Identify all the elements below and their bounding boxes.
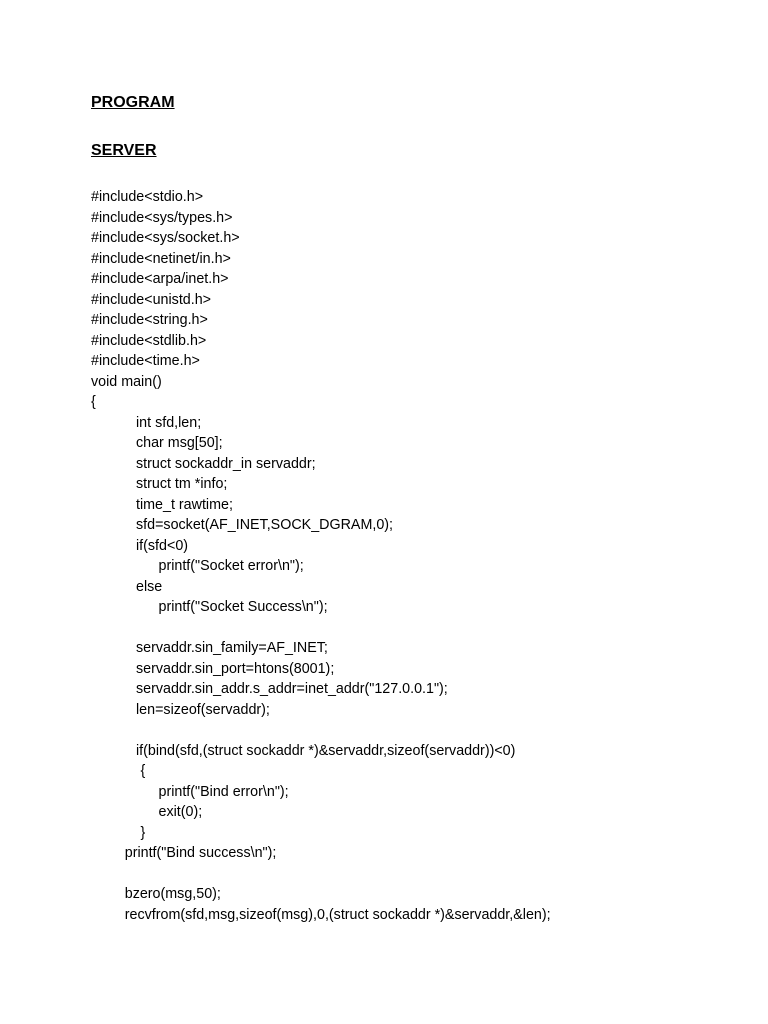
code-line: bzero(msg,50); xyxy=(124,886,221,902)
code-line xyxy=(91,720,551,741)
code-line: servaddr.sin_port=htons(8001); xyxy=(136,660,335,677)
code-line: printf("Bind success\n"); xyxy=(124,845,277,861)
code-line: exit(0); xyxy=(158,804,203,820)
code-line: } xyxy=(140,824,146,841)
code-line: sfd=socket(AF_INET,SOCK_DGRAM,0); xyxy=(136,517,394,533)
code-line: else xyxy=(136,578,163,595)
code-line: if(bind(sfd,(struct sockaddr *)&servaddr,sizeof(servaddr))<0) xyxy=(136,742,516,759)
code-line: printf("Socket error\n"); xyxy=(158,558,304,574)
code-line: len=sizeof(servaddr); xyxy=(136,701,270,718)
code-line: #include<arpa/inet.h> xyxy=(91,271,229,287)
code-line: #include<sys/socket.h> xyxy=(91,230,240,246)
code-line: if(sfd<0) xyxy=(136,537,189,554)
code-line: servaddr.sin_family=AF_INET; xyxy=(136,640,328,656)
code-line: struct tm *info; xyxy=(136,476,228,492)
code-line: printf("Socket Success\n"); xyxy=(158,599,328,615)
code-line: #include<string.h> xyxy=(91,312,208,328)
heading-program: PROGRAM xyxy=(91,94,175,111)
code-line: #include<stdlib.h> xyxy=(91,332,207,349)
code-line: servaddr.sin_addr.s_addr=inet_addr("127.0.0.1"); xyxy=(136,681,448,697)
code-line: printf("Bind error\n"); xyxy=(158,783,289,800)
code-line xyxy=(91,618,551,639)
heading-server: SERVER xyxy=(91,142,157,159)
code-line: { xyxy=(91,394,96,410)
code-line: char msg[50]; xyxy=(136,435,223,451)
code-line: #include<netinet/in.h> xyxy=(91,250,231,267)
code-line: #include<unistd.h> xyxy=(91,291,212,308)
code-line: #include<sys/types.h> xyxy=(91,209,233,226)
code-line: #include<time.h> xyxy=(91,353,200,369)
code-line: struct sockaddr_in servaddr; xyxy=(136,455,316,472)
code-line: recvfrom(sfd,msg,sizeof(msg),0,(struct sockaddr *)&servaddr,&len); xyxy=(124,906,551,923)
code-line: time_t rawtime; xyxy=(136,496,233,513)
code-line: #include<stdio.h> xyxy=(91,189,204,205)
code-block xyxy=(91,187,551,925)
code-line: void main() xyxy=(91,373,162,390)
code-line xyxy=(91,864,551,885)
code-line: { xyxy=(140,763,146,779)
code-line: int sfd,len; xyxy=(136,414,202,431)
